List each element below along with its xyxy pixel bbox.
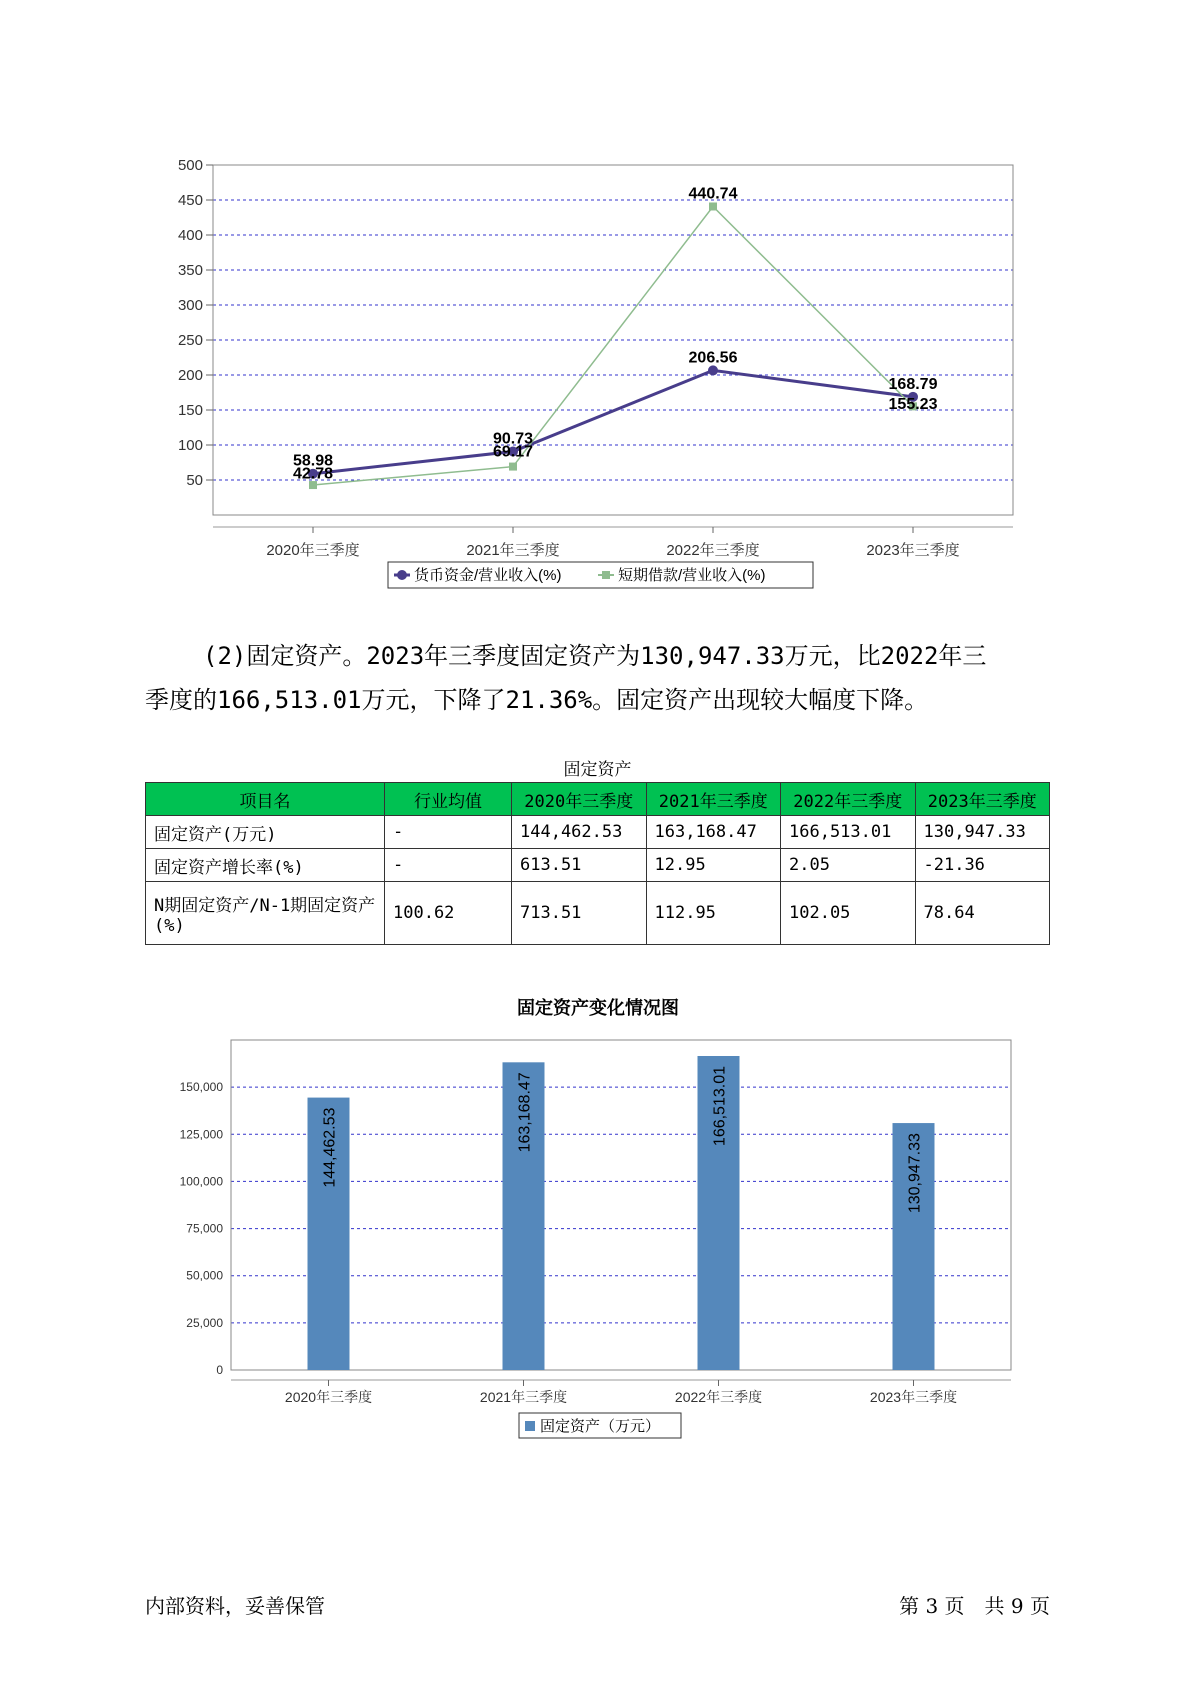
- x-tick-label: 2021年三季度: [466, 542, 560, 559]
- legend-series-1: 货币资金/营业收入(%): [414, 567, 562, 584]
- line-chart-legend: [388, 562, 813, 588]
- y-tick-label: 25,000: [186, 1315, 223, 1330]
- y-tick-label: 50,000: [186, 1268, 223, 1283]
- bar-data-label: 130,947.33: [906, 1133, 924, 1214]
- table-cell: 166,513.01: [781, 816, 916, 849]
- table-cell: 固定资产增长率(%): [146, 849, 385, 882]
- x-tick-label: 2023年三季度: [869, 1389, 958, 1405]
- table-cell: N期固定资产/N-1期固定资产(%): [146, 882, 385, 945]
- table-cell: 12.95: [646, 849, 781, 882]
- th-item: 项目名: [146, 783, 385, 816]
- line-chart-x-ticks: [266, 527, 959, 559]
- y-tick-label: 200: [177, 367, 203, 384]
- paragraph-line-2: 季度的166,513.01万元，下降了21.36%。固定资产出现较大幅度下降。: [145, 686, 929, 714]
- table-cell: 2.05: [781, 849, 916, 882]
- line-chart-y-ticks: [178, 157, 213, 489]
- data-label: 168.79: [888, 375, 938, 393]
- line-chart-gridlines: [213, 165, 1013, 480]
- bar-chart-legend: [519, 1413, 681, 1438]
- table-cell: -: [385, 816, 512, 849]
- legend-marker-square: [525, 1421, 535, 1431]
- data-label: 155.23: [888, 395, 938, 413]
- th-2020q3: 2020年三季度: [512, 783, 647, 816]
- y-tick-label: 500: [177, 157, 203, 174]
- bar-data-label: 144,462.53: [321, 1107, 339, 1188]
- fixed-asset-paragraph: [145, 634, 1065, 722]
- y-tick-label: 150: [177, 402, 203, 419]
- x-tick-label: 2020年三季度: [266, 542, 360, 559]
- th-2022q3: 2022年三季度: [781, 783, 916, 816]
- table-header-row: [146, 783, 1050, 816]
- y-tick-label: 300: [177, 297, 203, 314]
- table-cell: 100.62: [385, 882, 512, 945]
- x-tick-label: 2022年三季度: [674, 1389, 763, 1405]
- y-tick-label: 100: [177, 437, 203, 454]
- table-row: [146, 816, 1050, 849]
- th-industry-avg: 行业均值: [385, 783, 512, 816]
- y-tick-label: 125,000: [179, 1127, 223, 1142]
- y-tick-label: 0: [216, 1363, 223, 1377]
- table-caption: 固定资产: [563, 760, 632, 780]
- y-tick-label: 400: [177, 227, 203, 244]
- data-label: 69.17: [492, 443, 534, 461]
- table-cell: 130,947.33: [915, 816, 1050, 849]
- series-line-1: [313, 370, 913, 473]
- th-2023q3: 2023年三季度: [915, 783, 1050, 816]
- x-tick-label: 2023年三季度: [866, 542, 960, 559]
- legend-marker-square: [602, 571, 610, 579]
- bar-chart-x-ticks: [285, 1380, 957, 1405]
- y-tick-label: 450: [177, 192, 203, 209]
- bar-legend-label: 固定资产（万元）: [540, 1418, 661, 1435]
- table-cell: -21.36: [915, 849, 1050, 882]
- table-cell: 713.51: [512, 882, 647, 945]
- bar-chart-y-ticks: [180, 1080, 224, 1377]
- data-label: 90.73: [492, 430, 534, 448]
- series-2-point: [509, 463, 517, 471]
- y-tick-label: 50: [186, 472, 203, 489]
- x-tick-label: 2022年三季度: [666, 542, 760, 559]
- footer-page-number: 第 3 页 共 9 页: [899, 1594, 1050, 1618]
- table-cell: -: [385, 849, 512, 882]
- fixed-asset-table: [145, 782, 1050, 945]
- bar-chart-title: 固定资产变化情况图: [517, 998, 679, 1018]
- th-2021q3: 2021年三季度: [646, 783, 781, 816]
- fixed-asset-bar-chart: [0, 990, 1191, 1450]
- series-line-2: [313, 206, 913, 485]
- bar-data-label: 163,168.47: [516, 1072, 534, 1153]
- legend-marker-circle: [397, 570, 407, 580]
- y-tick-label: 150,000: [179, 1080, 223, 1095]
- data-label: 42.78: [292, 465, 334, 483]
- line-chart-series: [308, 202, 918, 489]
- series-1-point: [708, 365, 718, 375]
- table-row: [146, 882, 1050, 945]
- table-cell: 78.64: [915, 882, 1050, 945]
- legend-series-2: 短期借款/营业收入(%): [618, 567, 766, 584]
- table-row: [146, 849, 1050, 882]
- table-cell: 102.05: [781, 882, 916, 945]
- y-tick-label: 75,000: [186, 1221, 223, 1236]
- footer-confidential: 内部资料，妥善保管: [145, 1594, 325, 1618]
- data-label: 206.56: [688, 349, 738, 367]
- x-tick-label: 2021年三季度: [479, 1389, 568, 1405]
- series-2-point: [709, 202, 717, 210]
- y-tick-label: 100,000: [179, 1174, 223, 1189]
- x-tick-label: 2020年三季度: [284, 1389, 373, 1405]
- data-label: 58.98: [292, 452, 334, 470]
- table-cell: 固定资产(万元): [146, 816, 385, 849]
- table-cell: 163,168.47: [646, 816, 781, 849]
- data-label: 440.74: [688, 185, 738, 203]
- table-cell: 144,462.53: [512, 816, 647, 849]
- y-tick-label: 350: [177, 262, 203, 279]
- table-cell: 613.51: [512, 849, 647, 882]
- bar-data-label: 166,513.01: [711, 1066, 729, 1147]
- ratio-line-chart: [0, 0, 1191, 600]
- table-cell: 112.95: [646, 882, 781, 945]
- y-tick-label: 250: [177, 332, 203, 349]
- paragraph-line-1: (2)固定资产。2023年三季度固定资产为130,947.33万元，比2022年三: [203, 642, 987, 670]
